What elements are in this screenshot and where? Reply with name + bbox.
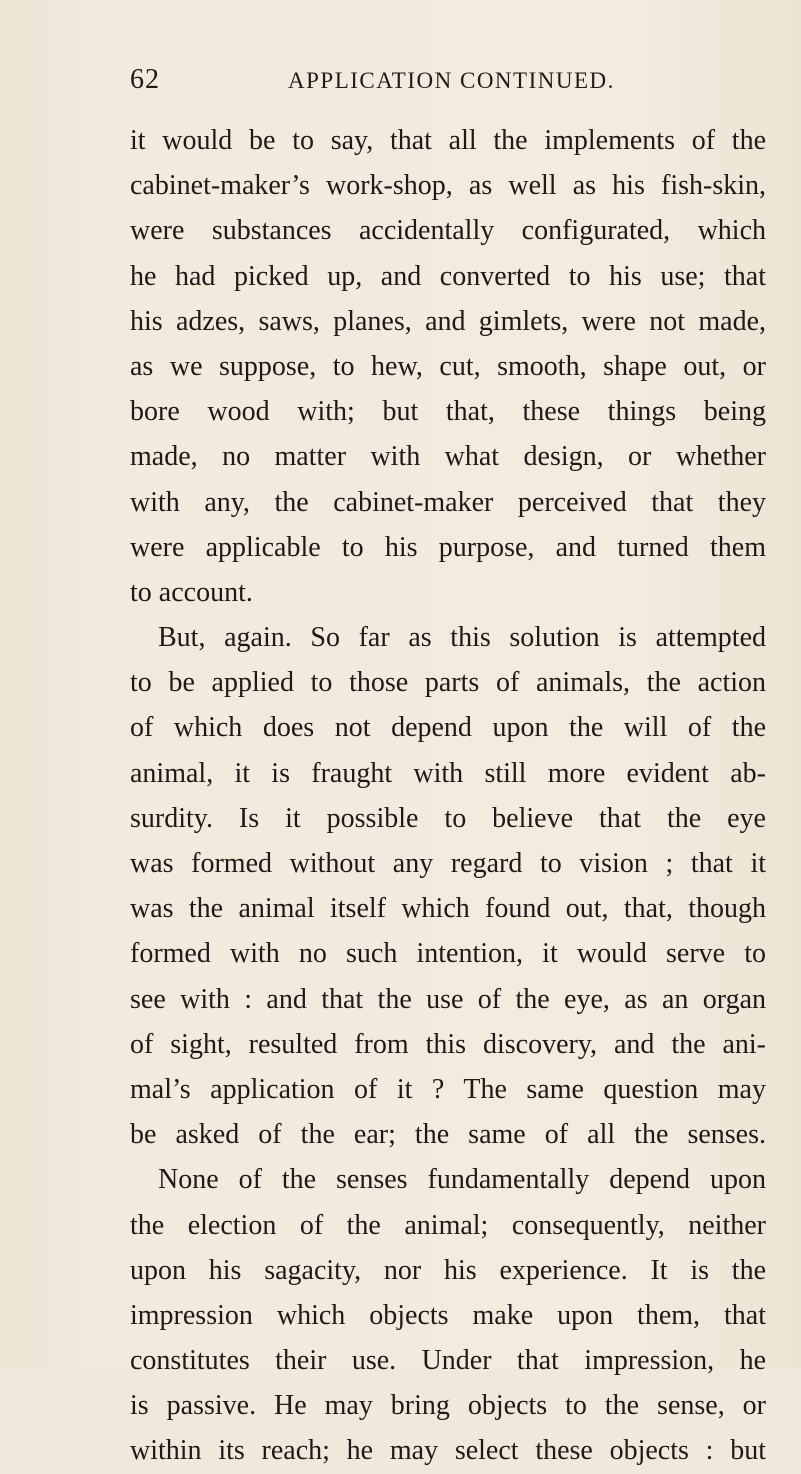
text-line: he had picked up, and converted to his use; that — [130, 260, 766, 292]
text-line: bore wood with; but that, these things being — [130, 396, 766, 428]
page-header — [130, 64, 770, 100]
text-line: But, again. So far as this solution is attempted — [158, 622, 766, 654]
text-line: were applicable to his purpose, and turned them — [130, 531, 766, 563]
text-line: his adzes, saws, planes, and gimlets, were not made, — [130, 305, 766, 337]
text-line: is passive. He may bring objects to the sense, or — [130, 1390, 766, 1422]
text-line: mal’s application of it ? The same question may — [130, 1073, 766, 1105]
text-line: as we suppose, to hew, cut, smooth, shape out, or — [130, 350, 766, 382]
text-line: see with : and that the use of the eye, as an organ — [130, 983, 766, 1015]
text-line: with any, the cabinet-maker perceived that they — [130, 486, 766, 518]
text-line: of sight, resulted from this discovery, and the ani- — [130, 1028, 766, 1060]
text-line: was formed without any regard to vision ; that it — [130, 848, 766, 879]
text-line: the election of the animal; consequently, neither — [130, 1209, 766, 1241]
text-line: formed with no such intention, it would serve to — [130, 938, 766, 970]
text-line: to be applied to those parts of animals, the action — [130, 667, 766, 699]
text-line: it would be to say, that all the implements of the — [130, 125, 766, 156]
text-line: constitutes their use. Under that impression, he — [130, 1345, 766, 1377]
text-line: of which does not depend upon the will of the — [130, 712, 766, 744]
text-line: animal, it is fraught with still more evident ab- — [130, 757, 766, 789]
text-line: to account. — [130, 576, 253, 608]
text-line: upon his sagacity, nor his experience. It is the — [130, 1254, 766, 1286]
text-line: were substances accidentally configurated, which — [130, 215, 766, 247]
text-line: within its reach; he may select these objects : but — [130, 1435, 766, 1467]
running-head: APPLICATION CONTINUED. — [288, 68, 615, 93]
page-number: 62 — [130, 64, 160, 95]
text-line: cabinet-maker’s work-shop, as well as his fish-skin, — [130, 170, 766, 202]
text-line: be asked of the ear; the same of all the senses. — [130, 1119, 766, 1151]
text-line: surdity. Is it possible to believe that the eye — [130, 802, 766, 834]
text-line: was the animal itself which found out, that, though — [130, 893, 766, 925]
body-text — [130, 118, 766, 1474]
text-line: None of the senses fundamentally depend upon — [158, 1164, 766, 1196]
text-line: made, no matter with what design, or whether — [130, 441, 766, 473]
text-line: impression which objects make upon them, that — [130, 1299, 766, 1331]
